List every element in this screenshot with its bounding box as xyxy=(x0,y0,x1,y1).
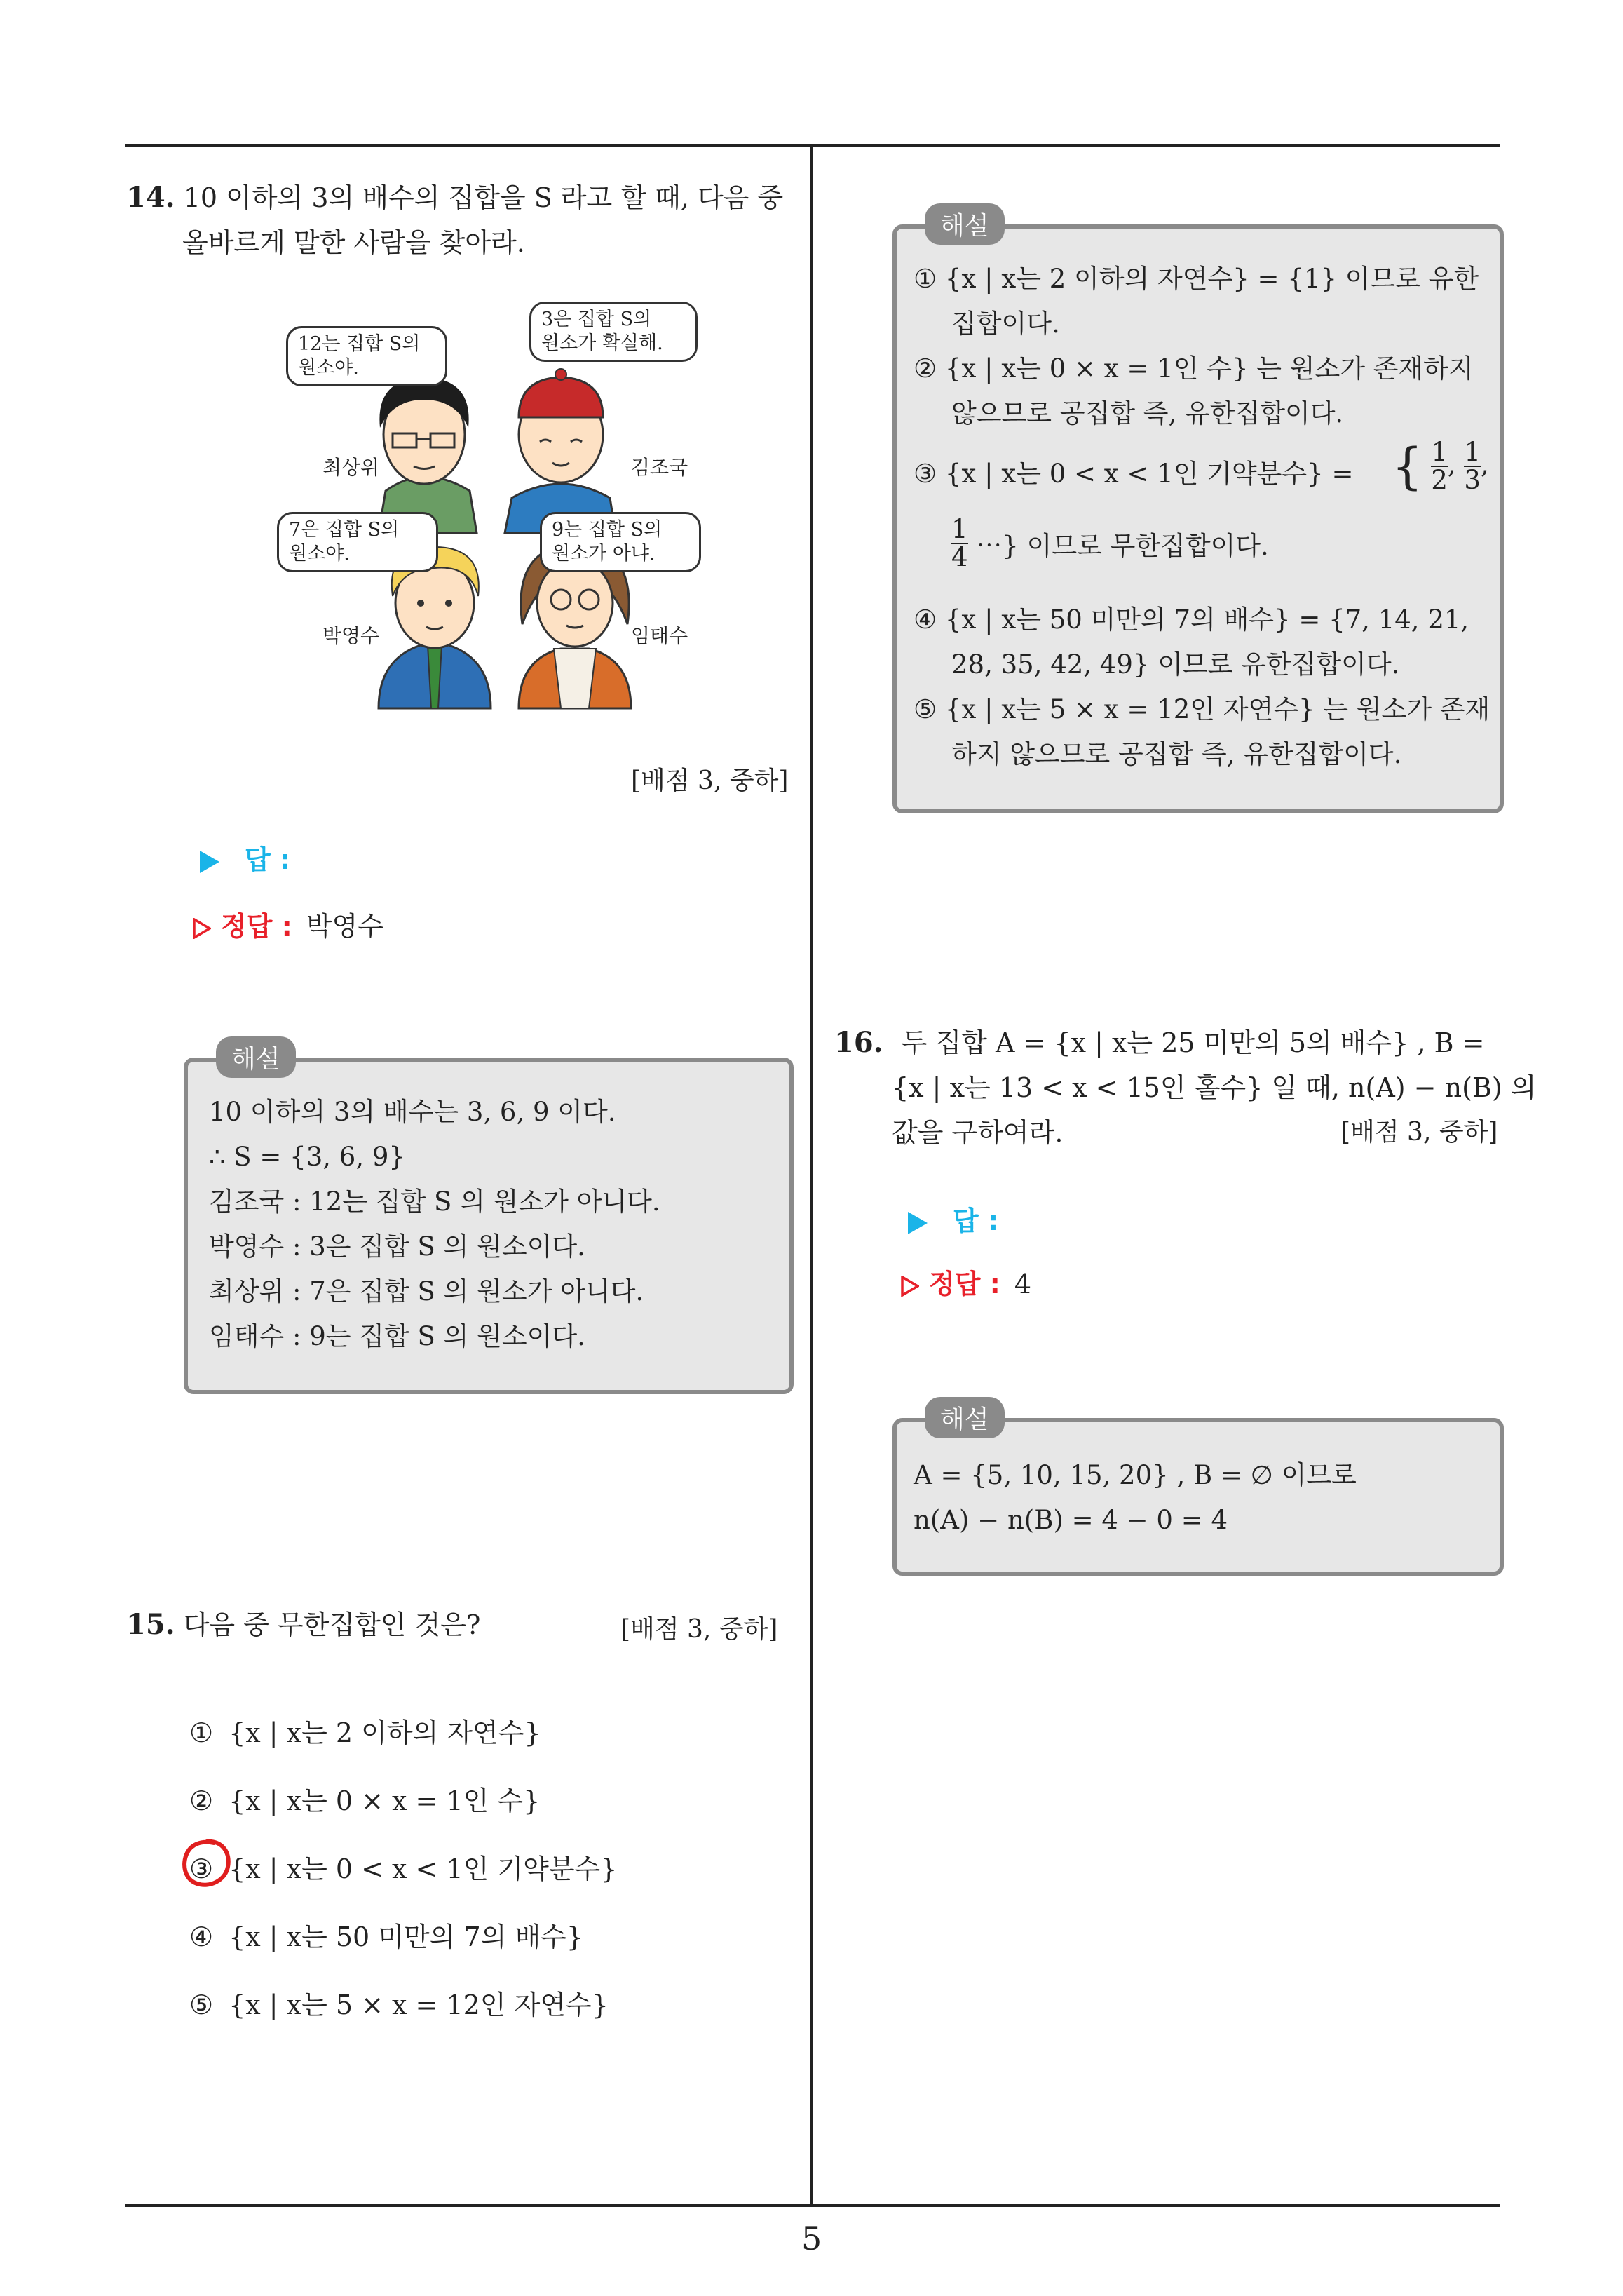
name-choi: 최상위 xyxy=(322,456,380,479)
character-illustration xyxy=(280,295,715,715)
triangle-icon xyxy=(200,851,219,873)
q15-option-3[interactable]: ③ {x | x는 0 < x < 1인 기약분수} xyxy=(189,1853,618,1884)
question-text-line2: 올바르게 말한 사람을 찾아라. xyxy=(182,227,525,258)
q16-explanation-box: 해설 A = {5, 10, 15, 20} , B = ∅ 이므로 n(A) − n(B) = 4 − 0 = 4 xyxy=(892,1418,1504,1576)
q15-explanation-box: 해설 ① {x | x는 2 이하의 자연수} = {1} 이므로 유한 집합이다. ② {x | x는 0 × x = 1인 수} 는 원소가 존재하지 않으므로 공집합 즉, 유한집합이다. ③ {x | x는 0 < x < 1인 기약분수} = { $\frac{1}{2}$ , $\frac{1}{3}$ , $\frac{1}{4}$ ⋯} 이므로 무한집합이다. ④ {x | x는 50 미만의 7의 배수} = {7, 14, 21, 28, 35, 42, 49} 이므로 유한집합이다. ⑤ {x | x는 5 × x = 12인 자연수} 는 원소가 존재 하지 않으므로 공집합 즉, 유한집합이다. xyxy=(892,224,1504,813)
question-number: 15. xyxy=(126,1608,175,1641)
question-number: 14. xyxy=(126,181,175,214)
q14-explanation-box: 해설 10 이하의 3의 배수는 3, 6, 9 이다. ∴ S = {3, 6, 9} 김조국 : 12는 집합 S 의 원소가 아니다. 박영수 : 3은 집합 S 의 원소이다. 최상위 : 7은 집합 S 의 원소가 아니다. 임태수 : 9는 집합 S 의 원소이다. xyxy=(184,1058,794,1394)
question-14 xyxy=(126,175,799,265)
choi-character xyxy=(379,377,477,533)
bubble-choi: 12는 집합 S의 원소야. xyxy=(286,326,447,386)
question-15 xyxy=(126,1602,480,1647)
q15-points: [배점 3, 중하] xyxy=(620,1615,778,1644)
q16-points: [배점 3, 중하] xyxy=(1340,1118,1498,1147)
q16-answer-row: 답 : xyxy=(908,1199,998,1238)
question-text-line1: 10 이하의 3의 배수의 집합을 S 라고 할 때, 다음 중 xyxy=(183,182,784,213)
outline-triangle-icon xyxy=(901,1276,919,1297)
kim-character xyxy=(505,369,616,533)
q15-option-1[interactable]: ① {x | x는 2 이하의 자연수} xyxy=(189,1717,541,1748)
name-lim: 임태수 xyxy=(631,624,688,647)
question-16 xyxy=(834,1020,1537,1155)
explanation-tag: 해설 xyxy=(216,1036,296,1078)
question-text-line2: {x | x는 13 < x < 15인 홀수} 일 때, n(A) − n(B) 의 xyxy=(892,1072,1537,1103)
bottom-rule xyxy=(125,2204,1500,2207)
question-text-line3: 값을 구하여라. xyxy=(892,1117,1064,1148)
page-number: 5 xyxy=(801,2220,822,2257)
name-kim: 김조국 xyxy=(631,456,688,479)
explanation-tag: 해설 xyxy=(925,1397,1005,1438)
q15-option-4[interactable]: ④ {x | x는 50 미만의 7의 배수} xyxy=(189,1922,584,1952)
question-text: 다음 중 무한집합인 것은? xyxy=(183,1609,481,1640)
fraction-set-part1: { $\frac{1}{2}$ , $\frac{1}{3}$ , xyxy=(1392,437,1489,495)
q15-option-2[interactable]: ② {x | x는 0 × x = 1인 수} xyxy=(189,1785,541,1816)
triangle-icon xyxy=(908,1212,928,1234)
q16-correct-row: 정답 : 4 xyxy=(901,1262,1031,1301)
fraction-set-part2: $\frac{1}{4}$ ⋯} 이므로 무한집합이다. xyxy=(951,514,1269,572)
name-park: 박영수 xyxy=(322,624,380,647)
question-number: 16. xyxy=(834,1026,883,1059)
column-divider xyxy=(810,144,813,2206)
q15-option-5[interactable]: ⑤ {x | x는 5 × x = 12인 자연수} xyxy=(189,1990,609,2020)
q14-points: [배점 3, 중하] xyxy=(631,767,789,795)
question-text-line1: 두 집합 A = {x | x는 25 미만의 5의 배수} , B = xyxy=(901,1027,1485,1058)
top-rule xyxy=(125,144,1500,147)
bubble-kim: 3은 집합 S의 원소가 확실해. xyxy=(529,302,698,362)
outline-triangle-icon xyxy=(193,918,211,939)
explanation-tag: 해설 xyxy=(925,203,1005,245)
q14-answer-row: 답 : xyxy=(200,838,290,877)
bubble-lim: 9는 집합 S의 원소가 아냐. xyxy=(540,512,701,572)
bubble-park: 7은 집합 S의 원소야. xyxy=(277,512,438,572)
selected-answer-circle-icon xyxy=(179,1836,235,1892)
q14-correct-row: 정답 : 박영수 xyxy=(193,905,383,943)
